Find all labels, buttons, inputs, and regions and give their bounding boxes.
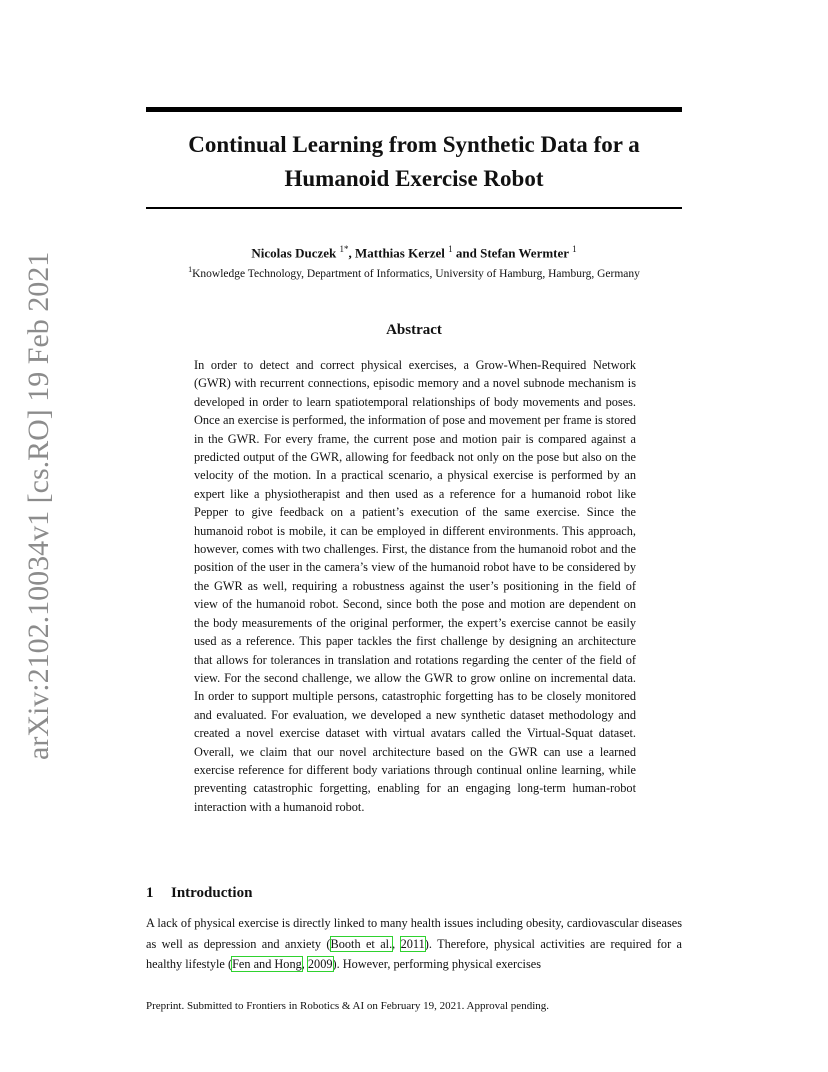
section-title: Introduction (171, 885, 253, 901)
author-mark: 1* (339, 244, 349, 254)
citation-separator: , (392, 936, 401, 951)
abstract-body: In order to detect and correct physical exercises, a Grow-When-Required Network (GWR) with recurrent connections, episodic memory and a novel subnode mechanism is developed in order to learn spatiotemporal relationships of body movements and poses. Once an exercise is performed, the information of pose and movement per frame is stored in the GWR. For every frame, the current pose and motion pair is compared against a predicted output of the GWR, allowing for feedback not only on the pose but also on the velocity of the motion. In a practical scenario, a physical exercise is performed by an expert like a physiotherapist and then used as a reference for a humanoid robot like Pepper to give feedback on a patient’s execution of the same exercise. Since the humanoid robot is mobile, it can be employed in different environments. This approach, however, comes with two challenges. First, the distance from the humanoid robot and the position of the user in the camera’s view of the humanoid robot have to be considered by the GWR as well, requiring a robustness against the user’s positioning in the field of view of the humanoid robot. Second, since both the pose and motion are dependent on the body measurements of the original performer, the expert’s exercise cannot be easily used as a reference. This paper tackles the first challenge by designing an architecture that allows for tolerances in translation and rotations regarding the center of the field of view. For the second challenge, we allow the GWR to grow online on incremental data. In order to support multiple persons, catastrophic forgetting has to be closely monitored and evaluated. For evaluation, we developed a new synthetic dataset methodology and created a novel exercise dataset with virtual avatars called the Virtual-Squat dataset. Overall, we claim that our novel architecture based on the GWR can use a learned exercise reference for different body variations through continual online learning, while preventing catastrophic forgetting, enabling for an engaging long-term human-robot interaction with a humanoid robot. (194, 358, 636, 814)
citation-link-fen-author[interactable]: Fen and Hong (232, 957, 302, 971)
citation-link-fen-year[interactable]: 2009 (307, 957, 333, 971)
author-name: Matthias Kerzel (355, 245, 445, 261)
author-separator: and (452, 245, 481, 261)
arxiv-stamp-container (22, 251, 62, 760)
section-number: 1 (146, 885, 154, 901)
author-mark: 1 (572, 244, 577, 254)
title-line-2: Humanoid Exercise Robot (284, 166, 544, 191)
citation-separator: , (301, 957, 308, 971)
affiliation-text: Knowledge Technology, Department of Informatics, University of Hamburg, Hamburg, Germany (192, 267, 640, 280)
affiliation (146, 265, 682, 280)
abstract-heading: Abstract (386, 322, 442, 338)
top-rule (146, 107, 682, 112)
citation-link-booth-year[interactable]: 2011 (400, 936, 425, 951)
author-mark: 1 (448, 244, 453, 254)
paper-title (146, 128, 682, 196)
author-list (146, 244, 682, 261)
affiliation-mark: 1 (188, 265, 193, 274)
arxiv-stamp[interactable]: arXiv:2102.10034v1 [cs.RO] 19 Feb 2021 (22, 251, 55, 760)
citation-link-booth-author[interactable]: Booth et al. (330, 936, 393, 951)
introduction-paragraph (146, 913, 682, 975)
intro-text: A lack of physical exercise is directly linked to many health issues including obesity, cardiovascular diseases as well as depression and anxiety ( (146, 916, 682, 951)
intro-text: ). However, performing physical exercises (332, 957, 541, 971)
author-name: Nicolas Duczek (251, 245, 337, 261)
title-rule (146, 207, 682, 209)
author-name: Stefan Wermter (480, 245, 569, 261)
title-line-1: Continual Learning from Synthetic Data for a (188, 132, 640, 157)
intro-text: ). Therefore, physical activities are required for a healthy lifestyle ( (146, 936, 682, 971)
author-separator: , (348, 245, 356, 261)
page-footer: Preprint. Submitted to Frontiers in Robotics & AI on February 19, 2021. Approval pending. (146, 1000, 549, 1012)
section-heading (146, 885, 252, 902)
